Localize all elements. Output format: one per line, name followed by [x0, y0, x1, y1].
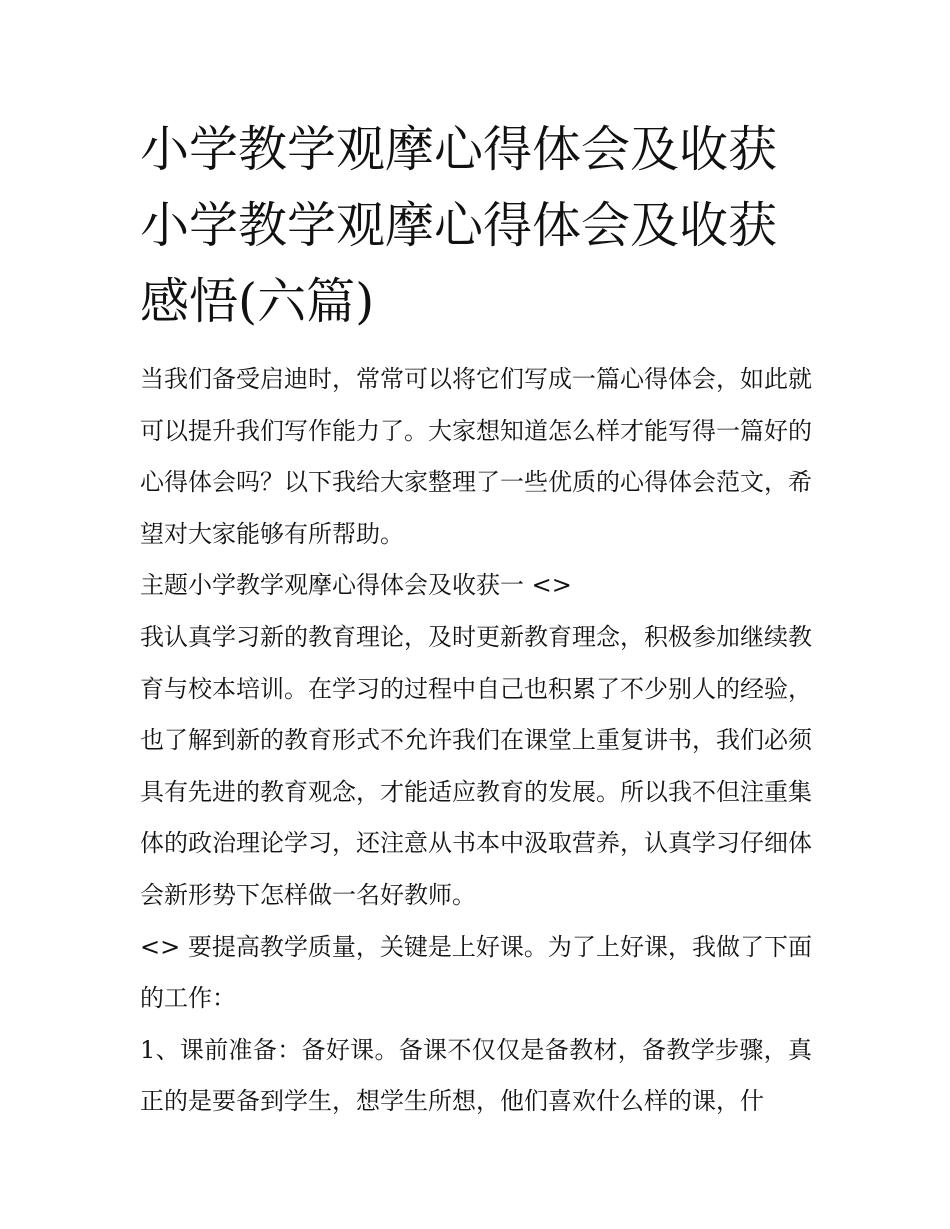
body-paragraph: <> 要提高教学质量，关键是上好课。为了上好课，我做了下面的工作： [140, 932, 812, 1013]
document-title: 小学教学观摩心得体会及收获小学教学观摩心得体会及收获感悟(六篇) [140, 121, 778, 330]
intro-paragraph: 当我们备受启迪时，常常可以将它们写成一篇心得体会，如此就可以提升我们写作能力了。大家想知道怎么样才能写得一篇好的心得体会吗？以下我给大家整理了一些优质的心得体会范文，希望对大家能够有所帮助。 [140, 365, 812, 548]
body-paragraph: 我认真学习新的教育理论，及时更新教育理念，积极参加继续教育与校本培训。在学习的过程中自己也积累了不少别人的经验，也了解到新的教育形式不允许我们在课堂上重复讲书，我们必须具有先进的教育观念，才能适应教育的发展。所以我不但注重集体的政治理论学习，还注意从书本中汲取营养，认真学习仔细体会新形势下怎样做一名好教师。 [140, 622, 812, 909]
list-item: 1、课前准备：备好课。备课不仅仅是备教材，备教学步骤，真正的是要备到学生，想学生所想，他们喜欢什么样的课，什 [140, 1035, 812, 1116]
document-body [140, 354, 812, 1128]
section-heading: 主题小学教学观摩心得体会及收获一 <> [140, 571, 572, 600]
